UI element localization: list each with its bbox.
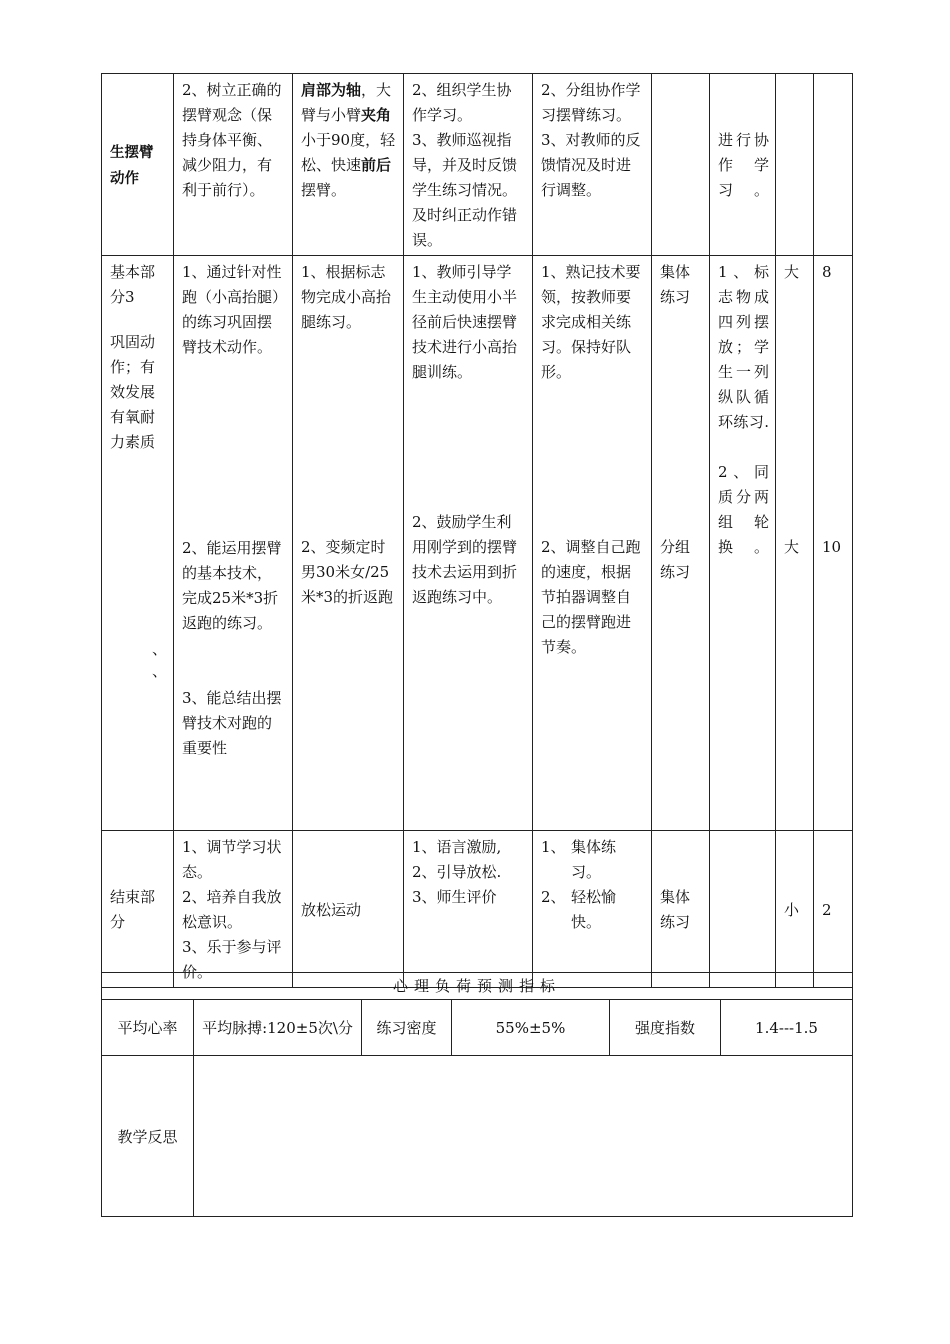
table-row xyxy=(102,74,853,256)
time-cell xyxy=(814,831,853,988)
content-bold-text: 肩部为轴 xyxy=(301,81,362,99)
list-item xyxy=(541,835,645,885)
reflection-content[interactable] xyxy=(194,1056,853,1217)
formation-cell xyxy=(710,74,776,256)
teacher-text: 1、教师引导学生主动使用小半径前后快速摆臂技术进行小高抬腿训练。 xyxy=(412,263,518,381)
intensity-text: 大 xyxy=(784,263,800,281)
teacher-cell xyxy=(404,831,533,988)
section-cell xyxy=(102,256,174,831)
section-cell xyxy=(102,74,174,256)
section-cell xyxy=(102,831,174,988)
table-row xyxy=(102,1000,853,1056)
pulse-value: 平均脉搏:120±5次\分 xyxy=(194,1000,362,1056)
section-label: 基本部分3 xyxy=(110,263,156,306)
intensity-index-label: 强度指数 xyxy=(610,1000,721,1056)
goal-cell xyxy=(174,74,293,256)
table-row xyxy=(102,831,853,988)
punctuation-mark: 、 xyxy=(151,662,167,680)
goal-text: 3、能总结出摆臂技术对跑的重要性 xyxy=(182,689,282,757)
load-indicator-table xyxy=(101,972,853,1056)
content-text: 1、根据标志物完成小高抬腿练习。 xyxy=(301,263,392,331)
reflection-table xyxy=(101,1055,853,1217)
heart-rate-label: 平均心率 xyxy=(102,1000,194,1056)
goal-text: 1、调节学习状态。 2、培养自我放松意识。 3、乐于参与评价。 xyxy=(182,838,282,981)
reflection-label: 教学反思 xyxy=(102,1056,194,1217)
content-cell xyxy=(293,74,404,256)
punctuation-mark: 、 xyxy=(151,640,167,658)
content-cell xyxy=(293,256,404,831)
intensity-cell xyxy=(776,256,814,831)
time-cell xyxy=(814,256,853,831)
org-text: 集体练习 xyxy=(660,888,691,931)
content-text: ，大臂与小臂 xyxy=(301,81,392,124)
org-cell xyxy=(652,74,710,256)
goal-cell xyxy=(174,256,293,831)
formation-cell xyxy=(710,831,776,988)
section-sublabel: 巩固动作；有效发展有氧耐力素质 xyxy=(110,333,156,451)
student-text: 1、熟记技术要领，按教师要求完成相关练习。保持好队形。 xyxy=(541,263,641,381)
load-header: 心理负荷预测指标 xyxy=(102,973,853,1000)
list-text: 集体练习。 xyxy=(571,838,617,881)
time-cell xyxy=(814,74,853,256)
list-item xyxy=(541,885,645,935)
org-text: 分组练习 xyxy=(660,538,691,581)
goal-text: 1、通过针对性跑（小高抬腿）的练习巩固摆臂技术动作。 xyxy=(182,263,282,356)
teacher-cell xyxy=(404,256,533,831)
density-value: 55%±5% xyxy=(452,1000,610,1056)
teacher-text: 2、组织学生协作学习。 3、教师巡视指导，并及时反馈学生练习情况。及时纠正动作错误。 xyxy=(412,81,518,249)
teacher-text: 1、语言激励, 2、引导放松. 3、师生评价 xyxy=(412,838,502,906)
goal-text: 2、树立正确的摆臂观念（保持身体平衡、减少阻力，有利于前行）。 xyxy=(182,81,282,199)
teacher-cell xyxy=(404,74,533,256)
density-label: 练习密度 xyxy=(362,1000,452,1056)
intensity-cell xyxy=(776,831,814,988)
content-cell xyxy=(293,831,404,988)
org-text: 集体练习 xyxy=(660,263,691,306)
list-text: 轻松愉快。 xyxy=(571,888,617,931)
intensity-text: 大 xyxy=(784,538,800,556)
table-row xyxy=(102,1056,853,1217)
formation-text: 1、标志物成四列摆放；学生一列纵队循环练习. xyxy=(718,263,769,431)
formation-cell xyxy=(710,256,776,831)
content-text: 2、变频定时男30米女/25米*3的折返跑 xyxy=(301,538,394,606)
content-bold-text: 前后 xyxy=(361,156,392,174)
student-cell xyxy=(533,256,652,831)
content-text: 小于90度，轻松、快速 xyxy=(301,131,396,174)
time-text: 8 xyxy=(822,263,832,281)
section-label: 生摆臂动作 xyxy=(110,144,154,187)
time-text: 2 xyxy=(822,900,832,919)
time-text: 10 xyxy=(822,538,842,556)
intensity-cell xyxy=(776,74,814,256)
content-text: 放松运动 xyxy=(301,900,362,919)
formation-text: 2、同质分两组轮换。 xyxy=(718,463,769,556)
student-text: 2、分组协作学习摆臂练习。 3、对教师的反馈情况及时进行调整。 xyxy=(541,81,641,199)
goal-text: 2、能运用摆臂的基本技术，完成25米*3折返跑的练习。 xyxy=(182,539,282,632)
student-cell xyxy=(533,74,652,256)
formation-text: 进行协作学习。 xyxy=(718,131,769,199)
goal-cell xyxy=(174,831,293,988)
content-text: 摆臂。 xyxy=(301,181,347,199)
student-cell xyxy=(533,831,652,988)
table-row xyxy=(102,256,853,831)
intensity-text: 小 xyxy=(784,900,800,919)
student-text: 2、调整自己跑的速度，根据节拍器调整自己的摆臂跑进节奏。 xyxy=(541,538,641,656)
intensity-index-value: 1.4---1.5 xyxy=(721,1000,853,1056)
table-row xyxy=(102,973,853,1000)
teacher-text: 2、鼓励学生利用刚学到的摆臂技术去运用到折返跑练习中。 xyxy=(412,513,518,606)
section-label: 结束部分 xyxy=(110,888,156,931)
lesson-plan-table xyxy=(101,73,853,988)
list-number: 2、 xyxy=(541,888,566,906)
list-number: 1、 xyxy=(541,838,566,856)
content-bold-text: 夹角 xyxy=(361,106,392,124)
org-cell xyxy=(652,256,710,831)
org-cell xyxy=(652,831,710,988)
